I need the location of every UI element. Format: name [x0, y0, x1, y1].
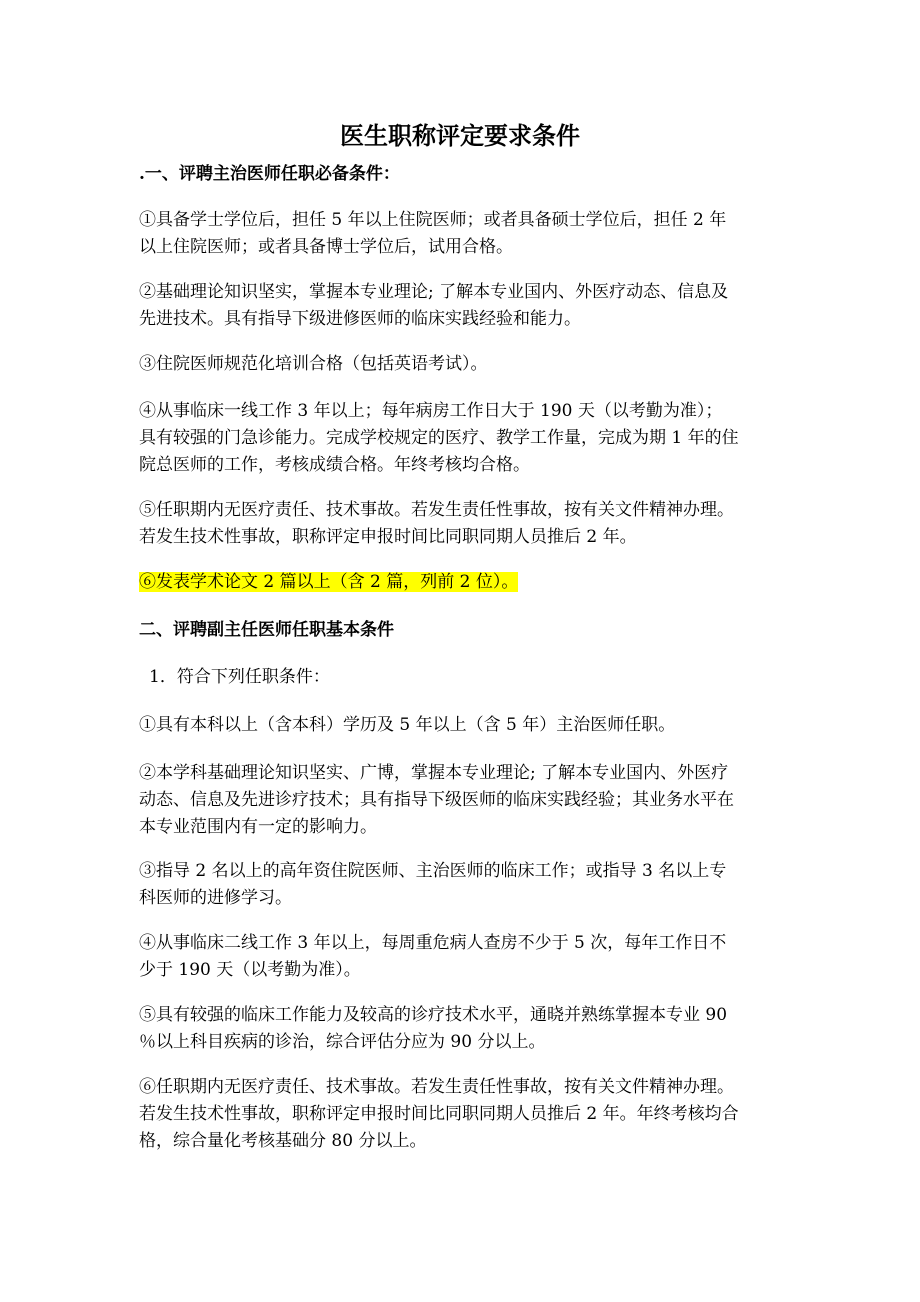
section1-heading: .一、评聘主治医师任职必备条件：	[139, 164, 400, 184]
section2-item-2-line-1: ②本学科基础理论知识坚实、广博，掌握本专业理论; 了解本专业国内、外医疗	[139, 763, 729, 783]
section2-subheading	[139, 664, 799, 691]
section1-item-4	[139, 398, 789, 479]
section1-item-2	[139, 279, 789, 333]
section1-item-5-line-2: 若发生技术性事故，职称评定申报时间比同职同期人员推后 2 年。	[139, 527, 637, 547]
section2-item-5-line-1: ⑤具有较强的临床工作能力及较高的诊疗技术水平，通晓并熟练掌握本专业 90	[139, 1005, 728, 1025]
section2-item-4-line-2: 少于 190 天（以考勤为准）。	[139, 960, 361, 980]
section2-item-6-line-1: ⑥任职期内无医疗责任、技术事故。若发生责任性事故，按有关文件精神办理。	[139, 1077, 734, 1097]
section1-item-4-line-1: ④从事临床一线工作 3 年以上；每年病房工作日大于 190 天（以考勤为准）；	[139, 401, 723, 421]
section1-item-3	[139, 351, 789, 378]
section2-item-6-line-3: 格，综合量化考核基础分 80 分以上。	[139, 1131, 427, 1151]
section2-item-3-line-1: ③指导 2 名以上的高年资住院医师、主治医师的临床工作；或指导 3 名以上专	[139, 861, 727, 881]
section2-subheading-text: 1．符合下列任职条件：	[149, 667, 330, 687]
section2-item-5-line-2: ％以上科目疾病的诊治，综合评估分应为 90 分以上。	[139, 1032, 546, 1052]
section2-item-3	[139, 858, 789, 912]
section1-item-4-line-3: 院总医师的工作，考核成绩合格。年终考核均合格。	[139, 455, 530, 475]
section1-item-1	[139, 207, 789, 261]
section1-item-2-line-2: 先进技术。具有指导下级进修医师的临床实践经验和能力。	[139, 309, 581, 329]
section1-item-6	[139, 569, 789, 596]
section2-item-5	[139, 1002, 789, 1056]
section1-item-5-line-1: ⑤任职期内无医疗责任、技术事故。若发生责任性事故，按有关文件精神办理。	[139, 500, 734, 520]
section2-item-3-line-2: 科医师的进修学习。	[139, 888, 292, 908]
section2-item-1	[139, 712, 789, 739]
section1-item-1-line-1: ①具备学士学位后，担任 5 年以上住院医师；或者具备硕士学位后，担任 2 年	[139, 210, 727, 230]
section1-item-4-line-2: 具有较强的门急诊能力。完成学校规定的医疗、教学工作量，完成为期 1 年的住	[139, 428, 739, 448]
section2-item-1-line-1: ①具有本科以上（含本科）学历及 5 年以上（含 5 年）主治医师任职。	[139, 715, 676, 735]
section1-item-5	[139, 497, 789, 551]
section1-item-2-line-1: ②基础理论知识坚实，掌握本专业理论; 了解本专业国内、外医疗动态、信息及	[139, 282, 729, 302]
section2-item-2	[139, 760, 789, 841]
section1-item-1-line-2: 以上住院医师；或者具备博士学位后，试用合格。	[139, 237, 513, 257]
document-title: 医生职称评定要求条件	[340, 121, 580, 150]
section2-item-4-line-1: ④从事临床二线工作 3 年以上，每周重危病人查房不少于 5 次，每年工作日不	[139, 933, 727, 953]
section1-item-3-line-1: ③住院医师规范化培训合格（包括英语考试）。	[139, 354, 488, 374]
section2-item-4	[139, 930, 789, 984]
section1-item-6-highlighted: ⑥发表学术论文 2 篇以上（含 2 篇，列前 2 位）。	[139, 572, 519, 592]
section1-item-6-row	[139, 569, 789, 596]
section2-item-2-line-2: 动态、信息及先进诊疗技术；具有指导下级医师的临床实践经验；其业务水平在	[139, 790, 734, 810]
section2-item-6	[139, 1074, 789, 1155]
section2-heading: 二、评聘副主任医师任职基本条件	[139, 620, 394, 640]
section2-item-6-line-2: 若发生技术性事故，职称评定申报时间比同职同期人员推后 2 年。年终考核均合	[139, 1104, 739, 1124]
section2-item-2-line-3: 本专业范围内有一定的影响力。	[139, 817, 377, 837]
